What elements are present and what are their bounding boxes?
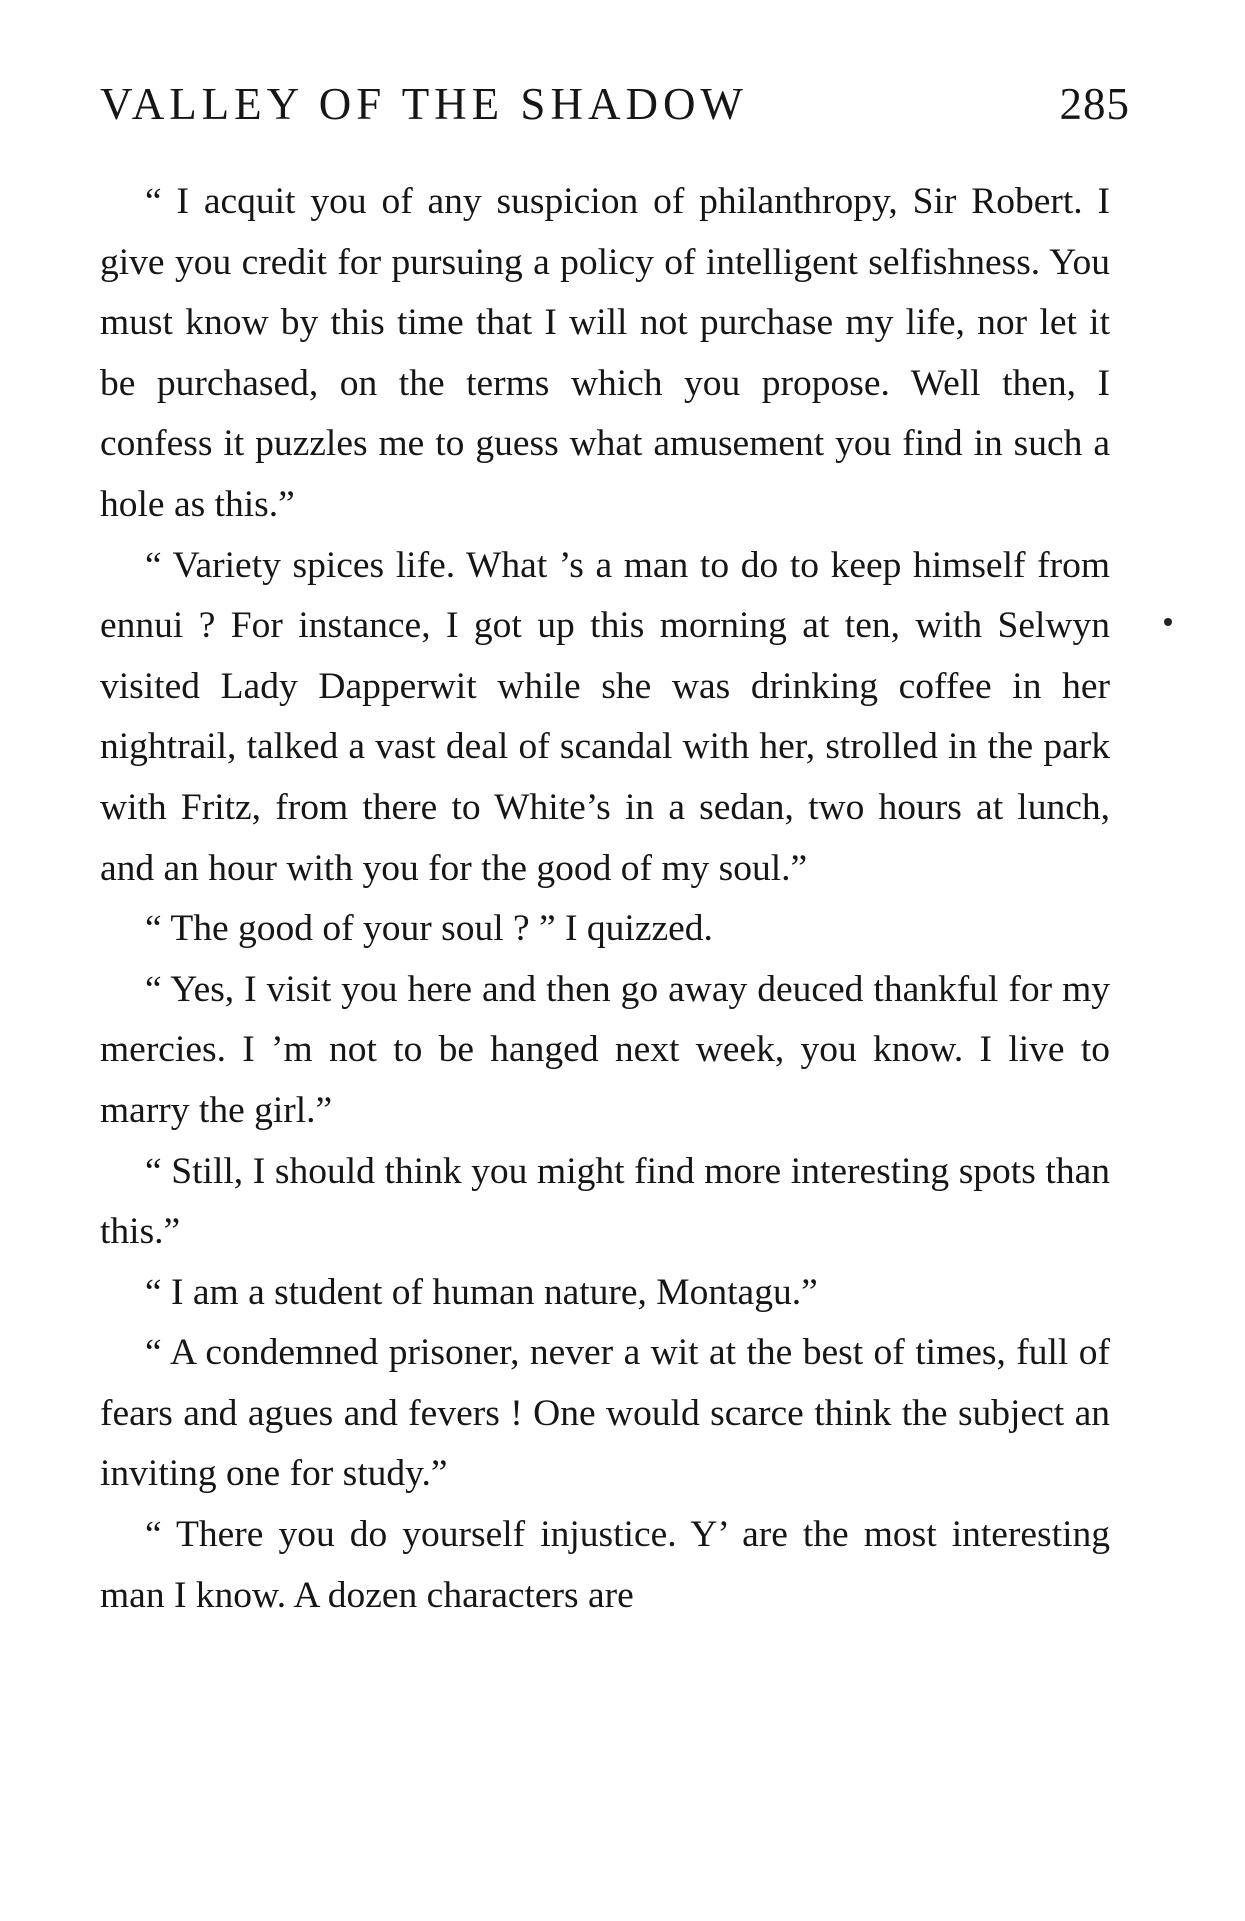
ink-speck	[1164, 618, 1172, 626]
paragraph: “ Variety spices life. What ’s a man to do to keep himself from ennui ? For instance, I got up this morning at ten, with Selwyn visited Lady Dapperwit while she was drinking coffee in her nightrail, talked a vast deal of scandal with her, strolled in the park with Fritz, from there to White’s in a sedan, two hours at lunch, and an hour with you for the good of my soul.”	[100, 544, 1110, 889]
paragraph: “ The good of your soul ? ” I quizzed.	[145, 908, 713, 950]
running-title: VALLEY OF THE SHADOW	[100, 79, 748, 129]
paragraph: “ I acquit you of any suspicion of philanthropy, Sir Robert. I give you credit for pursuing a policy of intelligent selfishness. You must know by this time that I will not purchase my life, nor let it be purchased, on the terms which you propose. Well then, I confess it puzzles me to guess what amusement you find in such a hole as this.”	[100, 181, 1110, 525]
paragraph: “ Yes, I visit you here and then go away deuced thankful for my mercies. I ’m not to be hanged next week, you know. I live to marry the girl.”	[100, 968, 1110, 1131]
page-number: 285	[1059, 79, 1130, 129]
paragraph: “ I am a student of human nature, Montagu.”	[145, 1271, 818, 1313]
paragraph: “ A condemned prisoner, never a wit at the best of times, full of fears and agues and fevers ! One would scarce think the subject an inviting one for study.”	[100, 1332, 1110, 1495]
paragraph: “ Still, I should think you might find more interesting spots than this.”	[100, 1150, 1110, 1253]
running-header	[100, 79, 1130, 129]
body-text	[100, 172, 1110, 1626]
paragraph: “ There you do yourself injustice. Y’ are the most interesting man I know. A dozen characters are	[100, 1514, 1110, 1616]
